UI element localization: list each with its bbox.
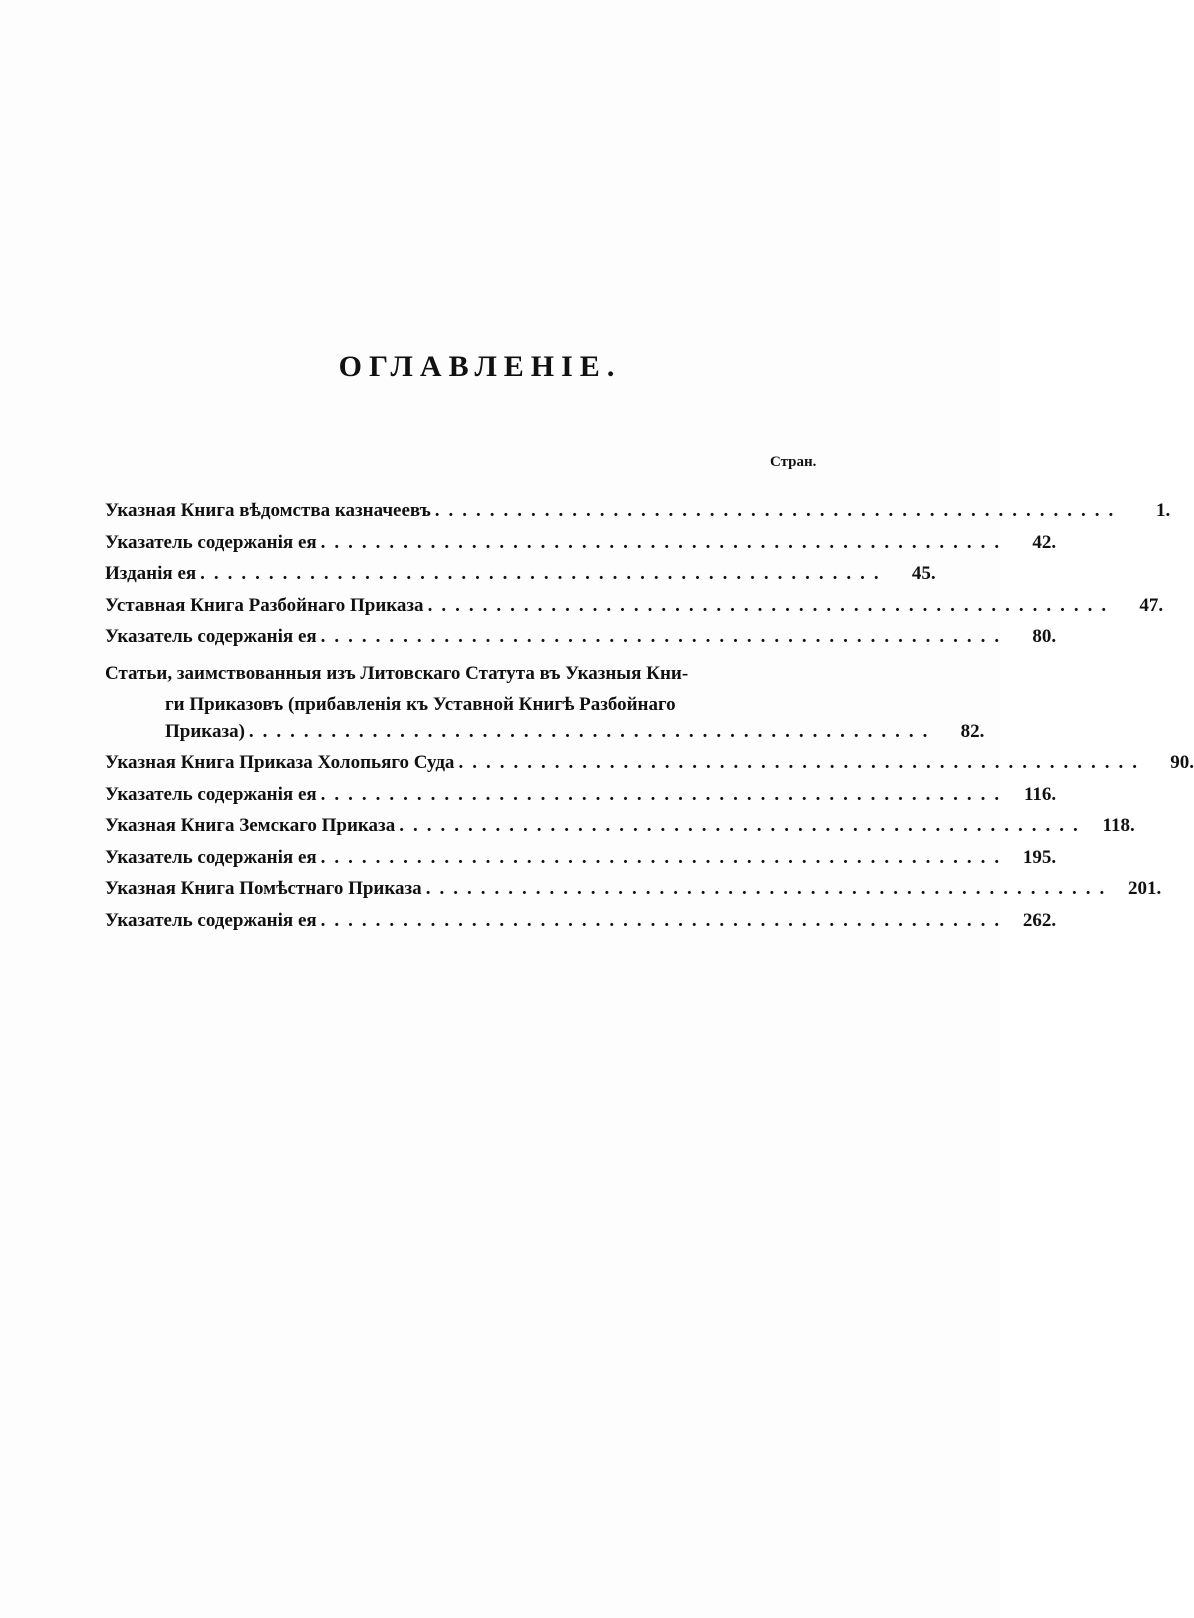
toc-entry	[105, 752, 1194, 784]
toc-entry-multiline	[105, 658, 985, 753]
dot-leader: ..................................................	[200, 563, 888, 584]
toc-entry-page: 262.	[1022, 909, 1057, 931]
dot-leader: ..................................................	[320, 626, 1009, 647]
toc-entry-last-line	[105, 720, 985, 753]
toc-entry	[105, 594, 1164, 627]
toc-entry	[105, 531, 1057, 564]
toc-entry-page: 80.	[1032, 626, 1057, 647]
toc-entry-title: Указная Книга Помѣстнаго Приказа	[105, 878, 422, 899]
toc-entry-page: 201.	[1127, 878, 1162, 899]
toc-entry	[105, 815, 1135, 847]
toc-entry-title: Указатель содержанія ея	[105, 626, 317, 647]
pages-column-label: Стран.	[770, 454, 817, 470]
toc-entry-title-line: Статьи, заимствованныя изъ Литовскаго Статута въ Указныя Кни-	[105, 662, 689, 684]
dot-leader: ..................................................	[427, 594, 1116, 616]
page-title: ОГЛАВЛЕНІЕ.	[338, 350, 622, 383]
toc-entry-title: Указатель содержанія ея	[105, 531, 317, 553]
toc-entry-title: Уставная Книга Разбойнаго Приказа	[105, 594, 424, 616]
toc-entry-title: Указная Книга Приказа Холопьяго Суда	[105, 752, 455, 773]
toc-entry	[105, 563, 936, 595]
toc-entry-page: 90.	[1170, 752, 1194, 773]
toc-entry	[105, 909, 1057, 942]
toc-entry	[105, 878, 1162, 910]
toc-entry	[105, 783, 1057, 816]
toc-entry-title-line: Приказа)	[165, 720, 245, 742]
toc-entry-page: 195.	[1022, 846, 1057, 868]
dot-leader: ..................................................	[434, 500, 1123, 521]
dot-leader: ..................................................	[320, 909, 1009, 931]
toc-entry-page: 1.	[1156, 500, 1171, 521]
toc-entry-title: Указная Книга Земскаго Приказа	[105, 815, 396, 836]
dot-leader: ..................................................	[248, 720, 937, 742]
toc-entry	[105, 846, 1057, 879]
toc-entry-page: 47.	[1139, 594, 1164, 616]
dot-leader: ..................................................	[458, 752, 1146, 773]
dot-leader: ..................................................	[320, 846, 1009, 868]
dot-leader: ..................................................	[320, 531, 1009, 553]
toc-entry-title: Указатель содержанія ея	[105, 783, 317, 805]
toc-entry-title-line: ги Приказовъ (прибавленія къ Уставной Книгѣ Разбойнаго	[165, 694, 676, 715]
toc-entry-title: Указатель содержанія ея	[105, 846, 317, 868]
toc-entry-page: 42.	[1032, 531, 1057, 553]
toc-entry	[105, 626, 1057, 658]
toc-entry	[105, 500, 1171, 532]
toc-entry-page: 45.	[911, 563, 936, 584]
toc-entry-page: 116.	[1023, 783, 1057, 805]
toc-entry-title: Указатель содержанія ея	[105, 909, 317, 931]
dot-leader: ..................................................	[320, 783, 1009, 805]
dot-leader: ..................................................	[399, 815, 1087, 836]
toc-entry-title: Изданія ея	[105, 563, 197, 584]
toc-entry-page: 118.	[1102, 815, 1135, 836]
toc-entry-title: Указная Книга вѣдомства казначеевъ	[105, 500, 431, 521]
dot-leader: ..................................................	[425, 878, 1114, 899]
toc-entry-page: 82.	[960, 720, 985, 742]
table-of-contents	[105, 500, 1194, 941]
